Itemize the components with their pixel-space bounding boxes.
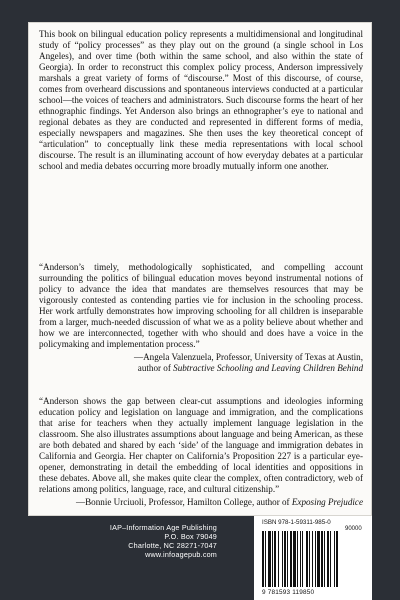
endorsement-text: “Anderson’s timely, methodologically sophisticated, and compelling account surrounding the politics of bilingual education moves beyond instrumental notions of policy to advance the idea that mandates are themselves resources that may be vigorously contested as contending parties vie for inclusion in the schooling process. Her work artfully demonstrates how improving schooling for all children is inseparable from a larger, much-needed discussion of what we as a polity believe about whether and how we are interconnected, together with who should and does have a voice in the policymaking and implementation process.” (39, 262, 363, 349)
endorsement-attribution (39, 352, 363, 374)
attribution-line-1: —Angela Valenzuela, Professor, University of Texas at Austin, (134, 352, 363, 362)
publisher-address: P.O. Box 79049 (164, 532, 217, 541)
publisher-name: IAP–Information Age Publishing (109, 523, 217, 532)
description-text: This book on bilingual education policy represents a multidimensional and longitudinal study of “policy processes” as they play out on the ground (a single school in Los Angeles), and over time (both within the same school, and also within the state of Georgia). In order to reconstruct this complex policy process, Anderson impressively marshals a great variety of forms of “discourse.” Most of this discourse, of course, comes from overheard discussions and spontaneous interviews conducted at a particular school—the voices of teachers and administrators. Such discourse forms the heart of her ethnographic findings. Yet Anderson also brings an ethnographer’s eye to national and regional debates as they are conducted and represented in different forms of media, especially newspapers and magazines. She then uses the key theoretical concept of “articulation” to conceptually link these media representations with local school discourse. The result is an illuminating account of how everyday debates at a particular school and media debates occurring more broadly mutually inform one another. (39, 29, 363, 171)
barcode-icon (262, 531, 362, 587)
barcode-number: 9 781593 119850 (262, 589, 315, 596)
description-paragraph (39, 29, 363, 172)
price-code: 90000 (345, 526, 362, 532)
endorsement-urciuoli (39, 396, 363, 508)
endorsement-text: “Anderson shows the gap between clear-cut assumptions and ideologies informing education policy and legislation on language and immigration, and the complications that arise for teachers when they actually implement language legislation in the classroom. She also illustrates assumptions about language and being American, as these are both debated and shared by each ‘side’ of the language and immigration debates in California and Georgia. Her chapter on California’s Proposition 227 is a particular eye-opener, demonstrating in detail the embedding of local identities and oppositions in these debates. Above all, she makes quite clear the complex, often contradictory, web of relations among politics, language, race, and cultural citizenship.” (39, 396, 363, 494)
attribution-prefix: author of (137, 363, 174, 373)
isbn-label: ISBN 978-1-59311-985-0 (262, 519, 331, 526)
barcode-block (254, 516, 372, 600)
attribution-prefix: —Bonnie Urciuoli, Professor, Hamilton College, author of (76, 497, 292, 507)
endorsement-valenzuela (39, 262, 363, 374)
publisher-website: www.infoagepub.com (145, 550, 217, 559)
publisher-info (105, 523, 217, 559)
blurb-panel (28, 22, 372, 516)
endorsement-attribution (39, 497, 363, 508)
publisher-city: Charlotte, NC 28271-7047 (128, 541, 217, 550)
attribution-book-title: Exposing Prejudice (291, 497, 363, 507)
cover-footer (0, 516, 400, 600)
attribution-book-title: Subtractive Schooling and Leaving Children Behind (173, 363, 363, 373)
